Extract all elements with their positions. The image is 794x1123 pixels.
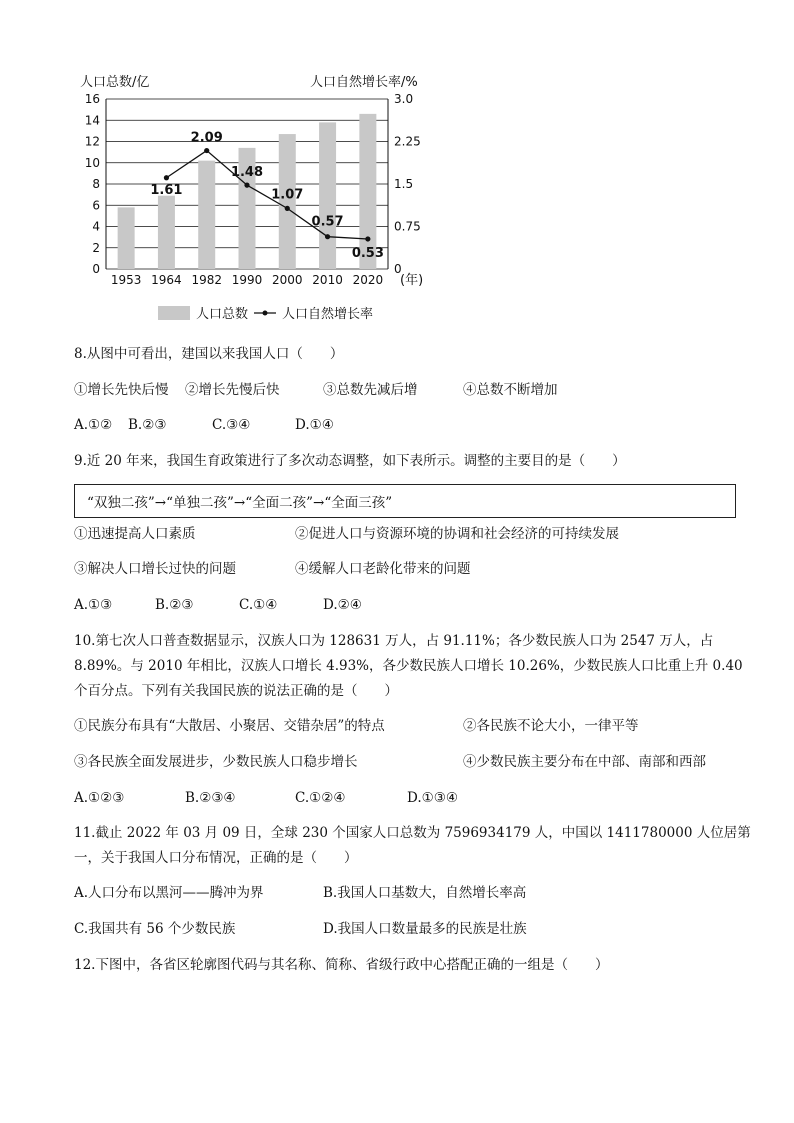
left-tick-label: 16 <box>84 92 100 106</box>
q9-policy-table <box>74 484 736 518</box>
right-tick-label: 1.5 <box>394 177 414 191</box>
x-tick-label: 2020 <box>352 273 384 287</box>
rate-data-label: 0.57 <box>311 214 344 230</box>
q10-option-2: ②各民族不论大小，一律平等 <box>463 718 639 734</box>
q10-choice-b[interactable]: B.②③④ <box>185 790 236 806</box>
rate-data-label: 1.61 <box>150 182 183 198</box>
bar <box>319 122 336 269</box>
q10-stem-line-2: 8.89%。与 2010 年相比，汉族人口增长 4.93%，各少数民族人口增长 10.26%，少数民族人口比重上升 0.40 <box>74 658 743 674</box>
right-tick-label: 2.25 <box>394 134 421 149</box>
x-tick-label: 2010 <box>312 273 343 287</box>
q11-stem-line-1: 11.截止 2022 年 03 月 09 日，全球 230 个国家人口总数为 7596934179 人，中国以 1411780000 人位居第 <box>74 825 751 841</box>
rate-data-label: 1.48 <box>230 165 264 181</box>
rate-point <box>164 175 169 180</box>
bar <box>198 161 215 269</box>
right-tick-label: 3.0 <box>394 92 414 106</box>
q11-choice-c[interactable]: C.我国共有 56 个少数民族 <box>74 921 236 937</box>
rate-point <box>244 183 249 188</box>
q11-choice-a[interactable]: A.人口分布以黑河——腾冲为界 <box>74 885 264 901</box>
left-axis-title: 人口总数/亿 <box>80 75 150 90</box>
q8-option-1: ①增长先快后慢 <box>74 382 169 398</box>
q8-choice-a[interactable]: A.①② <box>74 417 113 433</box>
q9-option-2: ②促进人口与资源环境的协调和社会经济的可持续发展 <box>295 526 619 542</box>
q8-choice-b[interactable]: B.②③ <box>128 417 167 433</box>
q10-option-4: ④少数民族主要分布在中部、南部和西部 <box>463 754 706 770</box>
q8-choice-c[interactable]: C.③④ <box>212 417 251 433</box>
right-tick-label: 0.75 <box>394 219 421 234</box>
right-axis-title: 人口自然增长率/% <box>310 75 418 90</box>
left-tick-label: 2 <box>92 240 100 255</box>
q9-choice-a[interactable]: A.①③ <box>74 597 113 613</box>
q10-choice-a[interactable]: A.①②③ <box>74 790 125 806</box>
left-tick-label: 0 <box>92 262 100 276</box>
left-tick-label: 10 <box>84 155 100 170</box>
x-tick-label: 1982 <box>191 273 222 287</box>
left-tick-label: 14 <box>84 113 100 128</box>
q9-choice-d[interactable]: D.②④ <box>323 597 362 613</box>
q10-stem-line-1: 10.第七次人口普查数据显示，汉族人口为 128631 万人，占 91.11%；各少数民族人口为 2547 万人，占 <box>74 633 714 649</box>
x-tick-label: 1964 <box>151 273 182 287</box>
q9-option-4: ④缓解人口老龄化带来的问题 <box>295 561 471 577</box>
rate-point <box>285 206 290 211</box>
q9-choice-b[interactable]: B.②③ <box>155 597 194 613</box>
q9-option-3: ③解决人口增长过快的问题 <box>74 561 236 577</box>
legend-bar-swatch <box>158 306 190 320</box>
q8-stem: 8.从图中可看出，建国以来我国人口（ ） <box>74 346 344 362</box>
q10-choice-c[interactable]: C.①②④ <box>295 790 346 806</box>
line-series <box>150 131 384 261</box>
x-tick-label: 1953 <box>110 273 142 287</box>
q11-choice-b[interactable]: B.我国人口基数大，自然增长率高 <box>323 885 527 901</box>
population-chart <box>70 66 450 328</box>
x-tick-label: 2000 <box>272 273 303 287</box>
rate-data-label: 2.09 <box>190 130 223 146</box>
q9-choice-c[interactable]: C.①④ <box>239 597 278 613</box>
legend-bar-label: 人口总数 <box>196 307 249 322</box>
rate-point <box>204 148 209 153</box>
q10-choice-d[interactable]: D.①③④ <box>407 790 458 806</box>
q9-stem: 9.近 20 年来，我国生育政策进行了多次动态调整，如下表所示。调整的主要目的是（ ） <box>74 453 626 469</box>
legend <box>158 306 373 322</box>
bar <box>118 207 135 269</box>
q9-policy-text: “双独二孩”→“单独二孩”→“全面二孩”→“全面三孩” <box>87 495 393 511</box>
left-tick-label: 12 <box>84 134 100 149</box>
q11-stem-line-2: 一，关于我国人口分布情况，正确的是（ ） <box>74 850 358 866</box>
legend-line-marker <box>263 311 268 316</box>
q10-stem-line-3: 个百分点。下列有关我国民族的说法正确的是（ ） <box>74 683 398 699</box>
right-tick-label: 0 <box>394 262 402 276</box>
x-unit-label: (年) <box>400 273 424 288</box>
left-tick-label: 4 <box>92 219 100 234</box>
bar <box>158 196 175 269</box>
q12-stem: 12.下图中，各省区轮廓图代码与其名称、简称、省级行政中心搭配正确的一组是（ ） <box>74 957 609 973</box>
legend-line-label: 人口自然增长率 <box>282 307 374 322</box>
q10-option-3: ③各民族全面发展进步，少数民族人口稳步增长 <box>74 754 358 770</box>
q11-choice-d[interactable]: D.我国人口数量最多的民族是壮族 <box>323 921 527 937</box>
left-tick-label: 6 <box>92 198 100 213</box>
q8-choice-d[interactable]: D.①④ <box>295 417 334 433</box>
q8-option-4: ④总数不断增加 <box>463 382 558 398</box>
rate-point <box>365 236 370 241</box>
left-tick-label: 8 <box>92 177 100 191</box>
x-tick-label: 1990 <box>231 273 263 287</box>
rate-data-label: 0.53 <box>351 245 384 261</box>
rate-point <box>325 234 330 239</box>
rate-data-label: 1.07 <box>271 187 304 203</box>
q10-option-1: ①民族分布具有“大散居、小聚居、交错杂居”的特点 <box>74 718 385 734</box>
q8-option-3: ③总数先减后增 <box>323 382 418 398</box>
q9-option-1: ①迅速提高人口素质 <box>74 526 196 542</box>
q8-option-2: ②增长先慢后快 <box>185 382 280 398</box>
